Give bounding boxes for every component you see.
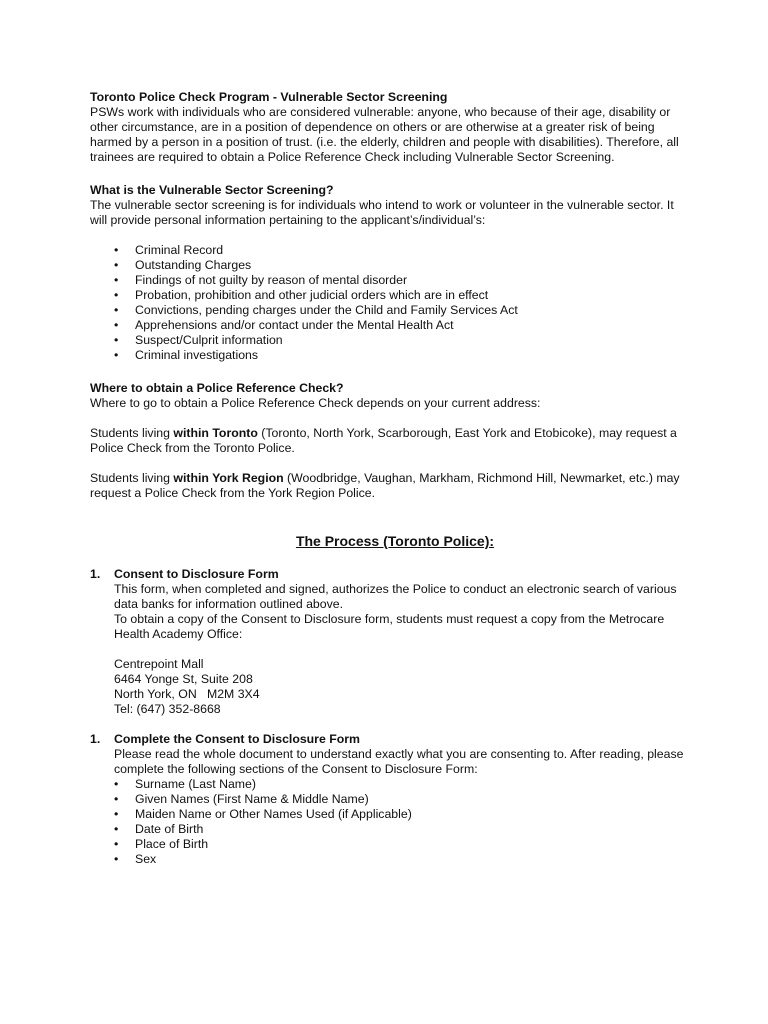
document-page xyxy=(90,90,690,867)
address-line: Centrepoint Mall xyxy=(114,657,204,671)
where-paragraph: Where to go to obtain a Police Reference Check depends on your current address: xyxy=(90,396,541,410)
office-address xyxy=(114,657,690,717)
bullet-icon: • xyxy=(114,333,119,347)
bullet-icon: • xyxy=(114,348,119,362)
toronto-paragraph: Students living within Toronto (Toronto, North York, Scarborough, East York and Etobicoke), may request a Police Check from the Toronto Police. xyxy=(90,426,677,455)
list-item: • Convictions, pending charges under the Child and Family Services Act xyxy=(114,303,518,317)
toronto-emphasis: within Toronto xyxy=(173,426,258,440)
bullet-icon: • xyxy=(114,273,119,287)
bullet-icon: • xyxy=(114,288,119,302)
bullet-icon: • xyxy=(114,777,119,791)
step-1-title: Consent to Disclosure Form xyxy=(114,567,279,581)
list-item: • Given Names (First Name & Middle Name) xyxy=(114,792,369,806)
bullet-icon: • xyxy=(114,303,119,317)
process-title: The Process (Toronto Police): xyxy=(295,533,495,549)
list-item: • Findings of not guilty by reason of mental disorder xyxy=(114,273,408,287)
list-item: • Suspect/Culprit information xyxy=(114,333,283,347)
list-item: • Surname (Last Name) xyxy=(114,777,256,791)
bullet-icon: • xyxy=(114,852,119,866)
what-is-paragraph: The vulnerable sector screening is for individuals who intend to work or volunteer in the vulnerable sector. It will provide personal information pertaining to the applicant’s/individual’s: xyxy=(90,198,674,227)
bullet-icon: • xyxy=(114,243,119,257)
york-paragraph: Students living within York Region (Woodbridge, Vaughan, Markham, Richmond Hill, Newmarket, etc.) may request a Police Check from the York Region Police. xyxy=(90,471,680,500)
where-heading: Where to obtain a Police Reference Check? xyxy=(90,381,344,395)
list-item: • Criminal investigations xyxy=(114,348,259,362)
bullet-icon: • xyxy=(114,258,119,272)
bullet-icon: • xyxy=(114,822,119,836)
list-item: • Sex xyxy=(114,852,157,866)
step-2 xyxy=(90,732,690,867)
address-line: 6464 Yonge St, Suite 208 xyxy=(114,672,253,686)
bullet-icon: • xyxy=(114,792,119,806)
what-is-heading: What is the Vulnerable Sector Screening? xyxy=(90,183,334,197)
bullet-icon: • xyxy=(114,837,119,851)
step-1 xyxy=(90,567,690,717)
intro-heading: Toronto Police Check Program - Vulnerable Sector Screening xyxy=(90,90,448,104)
list-item: • Probation, prohibition and other judicial orders which are in effect xyxy=(114,288,489,302)
step-2-title: Complete the Consent to Disclosure Form xyxy=(114,732,360,746)
form-sections-list xyxy=(114,777,690,867)
intro-paragraph: PSWs work with individuals who are considered vulnerable: anyone, who because of their age, disability or other circumstance, are in a position of dependence on others or are otherwise at a greater risk of being harmed by a person in a position of trust. (i.e. the elderly, children and people with disabilities). Therefore, all trainees are required to obtain a Police Reference Check including Vulnerable Sector Screening. xyxy=(90,105,679,164)
screening-items-list xyxy=(90,243,690,363)
list-item: • Apprehensions and/or contact under the Mental Health Act xyxy=(114,318,454,332)
list-item: • Date of Birth xyxy=(114,822,204,836)
bullet-icon: • xyxy=(114,807,119,821)
list-item: • Maiden Name or Other Names Used (if Applicable) xyxy=(114,807,412,821)
step-2-body: Please read the whole document to understand exactly what you are consenting to. After reading, please complete the following sections of the Consent to Disclosure Form: xyxy=(114,747,684,776)
york-emphasis: within York Region xyxy=(173,471,284,485)
step-number: 1. xyxy=(90,567,101,581)
list-item: • Outstanding Charges xyxy=(114,258,252,272)
address-phone: Tel: (647) 352-8668 xyxy=(114,702,221,716)
list-item: • Criminal Record xyxy=(114,243,224,257)
step-1-body-1: This form, when completed and signed, authorizes the Police to conduct an electronic search of various data banks for information outlined above. xyxy=(114,582,677,611)
step-number: 1. xyxy=(90,732,101,746)
address-line: North York, ON M2M 3X4 xyxy=(114,687,260,701)
bullet-icon: • xyxy=(114,318,119,332)
list-item: • Place of Birth xyxy=(114,837,209,851)
step-1-body-2: To obtain a copy of the Consent to Disclosure form, students must request a copy from the Metrocare Health Academy Office: xyxy=(114,612,665,641)
